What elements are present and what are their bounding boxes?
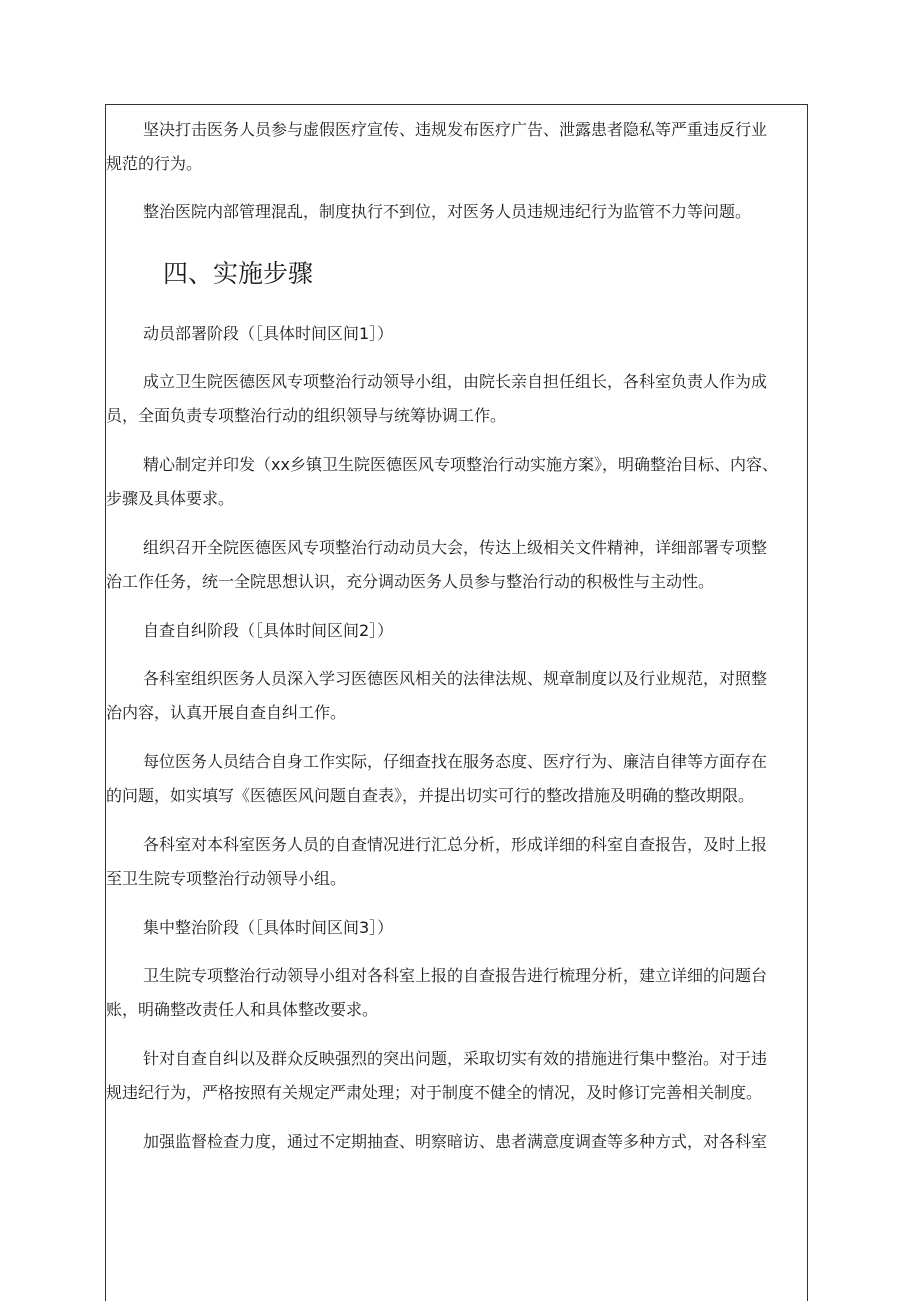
paragraph-study xyxy=(106,662,808,730)
stage-heading-rectification: 集中整治阶段（［具体时间区间3］） xyxy=(143,918,394,937)
text-line: 规范的行为。 xyxy=(106,154,203,173)
text-line: 治工作任务，统一全院思想认识，充分调动医务人员参与整治行动的积极性与主动性。 xyxy=(106,572,715,591)
paragraph-crackdown xyxy=(106,113,808,181)
text-line: 成立卫生院医德医风专项整治行动领导小组，由院长亲自担任组长，各科室负责人作为成 xyxy=(143,372,768,391)
text-line: 加强监督检查力度，通过不定期抽查、明察暗访、患者满意度调查等多种方式，对各科室 xyxy=(143,1132,768,1151)
text-line: 账，明确整改责任人和具体整改要求。 xyxy=(106,1000,379,1019)
text-line: 针对自查自纠以及群众反映强烈的突出问题，采取切实有效的措施进行集中整治。对于违 xyxy=(143,1049,768,1068)
text-line: 各科室对本科室医务人员的自查情况进行汇总分析，形成详细的科室自查报告，及时上报 xyxy=(143,835,768,854)
stage-heading-mobilization: 动员部署阶段（［具体时间区间1］） xyxy=(143,324,394,343)
paragraph-management xyxy=(143,195,808,229)
text-line: 员，全面负责专项整治行动的组织领导与统筹协调工作。 xyxy=(106,406,507,425)
paragraph-focused-rectification xyxy=(106,1042,808,1110)
paragraph-leading-group xyxy=(106,365,808,433)
text-line: 坚决打击医务人员参与虚假医疗宣传、违规发布医疗广告、泄露患者隐私等严重违反行业 xyxy=(143,120,768,139)
section-heading: 四、实施步骤 xyxy=(163,259,314,288)
stage-heading-self-check: 自查自纠阶段（［具体时间区间2］） xyxy=(143,621,394,640)
text-line: 的问题，如实填写《医德医风问题自查表》，并提出切实可行的整改措施及明确的整改期限。 xyxy=(106,786,755,805)
text-line: 精心制定并印发（xx乡镇卫生院医德医风专项整治行动实施方案》，明确整治目标、内容、 xyxy=(143,455,778,474)
text-line: 卫生院专项整治行动领导小组对各科室上报的自查报告进行梳理分析，建立详细的问题台 xyxy=(143,966,768,985)
text-line: 整治医院内部管理混乱，制度执行不到位，对医务人员违规违纪行为监管不力等问题。 xyxy=(143,202,752,221)
text-line: 各科室组织医务人员深入学习医德医风相关的法律法规、规章制度以及行业规范，对照整 xyxy=(143,669,768,688)
text-line: 治内容，认真开展自查自纠工作。 xyxy=(106,703,347,722)
paragraph-plan xyxy=(106,448,808,516)
paragraph-meeting xyxy=(106,531,808,599)
paragraph-ledger xyxy=(106,959,808,1027)
paragraph-self-inspection xyxy=(106,745,808,813)
paragraph-supervision xyxy=(143,1125,808,1159)
text-line: 规违纪行为，严格按照有关规定严肃处理；对于制度不健全的情况，及时修订完善相关制度。 xyxy=(106,1083,763,1102)
text-line: 组织召开全院医德医风专项整治行动动员大会，传达上级相关文件精神，详细部署专项整 xyxy=(143,538,768,557)
paragraph-report xyxy=(106,828,808,896)
text-line: 每位医务人员结合自身工作实际，仔细查找在服务态度、医疗行为、廉洁自律等方面存在 xyxy=(143,752,768,771)
text-line: 步骤及具体要求。 xyxy=(106,489,235,508)
text-line: 至卫生院专项整治行动领导小组。 xyxy=(106,869,347,888)
